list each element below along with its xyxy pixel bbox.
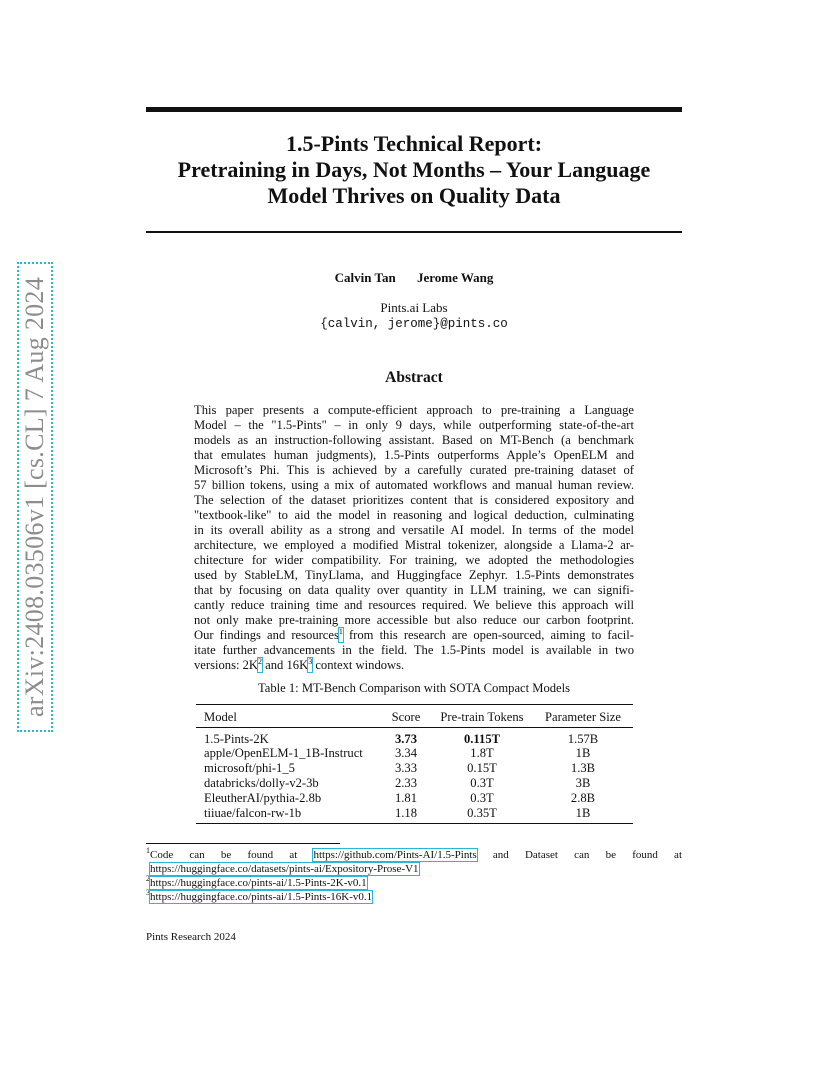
abstract-heading: Abstract <box>385 369 443 386</box>
abstract-line: The selection of the dataset prioritizes content that is considered expository and <box>194 493 634 507</box>
table-cell-params: 1B <box>575 746 591 760</box>
footnote-2 <box>146 874 682 890</box>
table-cell-model: databricks/dolly-v2-3b <box>204 776 319 790</box>
abstract-line: cantly reduce training time and resources required. We believe this approach will <box>194 598 634 612</box>
footnote-1 <box>146 846 682 862</box>
arxiv-identifier[interactable]: arXiv:2408.03506v1 [cs.CL] 7 Aug 2024 <box>20 276 49 718</box>
table-cell-score: 3.33 <box>394 761 418 775</box>
footnote-2-marker: 2 <box>146 874 150 883</box>
github-link[interactable]: https://github.com/Pints-AI/1.5-Pints <box>313 849 477 861</box>
dataset-link[interactable]: https://huggingface.co/datasets/pints-ai/Expository-Prose-V1 <box>150 863 419 875</box>
table-header-score: Score <box>391 710 421 724</box>
table-header-params: Parameter Size <box>545 710 621 724</box>
table-cell-params: 1.57B <box>567 732 599 746</box>
author-1: Calvin Tan <box>334 270 396 285</box>
abstract-line: chitecture for wider compatibility. For training, we adopted the methodologies <box>194 553 634 567</box>
footnote-1-marker: 1 <box>146 846 150 855</box>
table-cell-params: 3B <box>575 776 591 790</box>
title-top-rule <box>146 107 682 112</box>
footnote-ref-1-number[interactable]: 1 <box>338 627 343 636</box>
footnote-rule <box>146 843 340 844</box>
table-cell-params: 2.8B <box>570 791 596 805</box>
author-2: Jerome Wang <box>416 270 494 285</box>
abstract-line: models as an instruction-following assistant. Based on MT-Bench (a benchmark <box>194 433 634 447</box>
table-cell-tokens: 0.3T <box>470 776 494 790</box>
model-2k-link[interactable]: https://huggingface.co/pints-ai/1.5-Pints-2K-v0.1 <box>150 877 367 889</box>
table-caption: Table 1: MT-Bench Comparison with SOTA Compact Models <box>257 681 571 695</box>
title-line-3: Model Thrives on Quality Data <box>267 183 561 208</box>
table-bottom-rule <box>196 823 633 824</box>
table-cell-model: EleutherAI/pythia-2.8b <box>204 791 322 805</box>
paper-title <box>146 131 682 209</box>
abstract-line: itate further advancements in the field. The 1.5-Pints model is available in two <box>194 643 634 657</box>
author-list <box>146 270 682 286</box>
abstract-line: Microsoft’s Phi. This is achieved by a carefully curated pre-training dataset of <box>194 463 634 477</box>
model-16k-link[interactable]: https://huggingface.co/pints-ai/1.5-Pints-16K-v0.1 <box>150 891 373 903</box>
table-cell-score-best: 3.73 <box>394 732 418 746</box>
table-cell-tokens-best: 0.115T <box>463 732 501 746</box>
title-line-1: 1.5-Pints Technical Report: <box>285 131 543 156</box>
table-header-tokens: Pre-train Tokens <box>440 710 524 724</box>
footnote-1-rest: and Dataset can be found at <box>492 849 682 861</box>
footnote-1-text: Code can be found at <box>150 849 298 861</box>
abstract-text: context windows. <box>312 658 405 672</box>
footnote-3 <box>146 888 682 904</box>
abstract-line: in its overall ability as a strong and versatile AI model. In terms of the model <box>194 523 634 537</box>
abstract-text: from this research are open-sourced, aiming to facil- <box>342 628 634 642</box>
abstract-line: architecture, we employed a modified Mistral tokenizer, alongside a Llama-2 ar- <box>194 538 634 552</box>
table-mid-rule <box>196 727 633 728</box>
table-cell-tokens: 1.8T <box>470 746 494 760</box>
table-cell-score: 3.34 <box>394 746 418 760</box>
footnote-ref-3-number[interactable]: 3 <box>308 657 313 666</box>
footnote-1-continued <box>146 863 682 876</box>
footnote-ref-2-number[interactable]: 2 <box>258 657 263 666</box>
table-cell-model: apple/OpenELM-1_1B-Instruct <box>204 746 363 760</box>
table-top-rule <box>196 704 633 705</box>
table-cell-params: 1B <box>575 806 591 820</box>
author-emails: {calvin, jerome}@pints.co <box>320 317 508 331</box>
abstract-line: This paper presents a compute-efficient approach to pre-training a Language <box>194 403 634 417</box>
abstract-text: Our findings and resources <box>194 628 339 642</box>
table-cell-tokens: 0.15T <box>467 761 497 775</box>
page-footer: Pints Research 2024 <box>146 931 236 943</box>
table-header-model: Model <box>204 710 237 724</box>
abstract-line: that by focusing on data quality over quantity in LLM training, we can signifi- <box>194 583 634 597</box>
affiliation-block <box>146 300 682 332</box>
abstract-line-footnotes-2-3 <box>194 658 634 673</box>
table-cell-model: 1.5-Pints-2K <box>204 732 269 746</box>
table-cell-score: 1.81 <box>394 791 418 805</box>
abstract-line-footnote-1 <box>194 628 634 643</box>
abstract-line: 57 billion tokens, using a mix of automated workflows and manual human review. <box>194 478 634 492</box>
table-cell-tokens: 0.3T <box>470 791 494 805</box>
abstract-line: used by StableLM, TinyLlama, and Huggingface Zephyr. 1.5-Pints demonstrates <box>194 568 634 582</box>
abstract-line: "textbook-like" to aid the model in reasoning and logical deduction, culminating <box>194 508 634 522</box>
table-cell-model: microsoft/phi-1_5 <box>204 761 295 775</box>
table-cell-params: 1.3B <box>570 761 596 775</box>
table-cell-score: 1.18 <box>394 806 418 820</box>
title-bottom-rule <box>146 231 682 233</box>
abstract-line: not only make pre-training more accessible but also reduce our carbon footprint. <box>194 613 634 627</box>
abstract-text: and 16K <box>262 658 309 672</box>
table-cell-model: tiiuae/falcon-rw-1b <box>204 806 302 820</box>
title-line-2: Pretraining in Days, Not Months – Your Language <box>177 157 651 182</box>
table-cell-tokens: 0.35T <box>467 806 497 820</box>
abstract-line: that emulates human judgments), 1.5-Pints outperforms Apple’s OpenELM and <box>194 448 634 462</box>
footnote-3-marker: 3 <box>146 888 150 897</box>
abstract-text: versions: 2K <box>194 658 259 672</box>
table-cell-score: 2.33 <box>394 776 418 790</box>
abstract-line: Model – the "1.5-Pints" – in only 9 days, while outperforming state-of-the-art <box>194 418 634 432</box>
affiliation: Pints.ai Labs <box>380 300 448 315</box>
